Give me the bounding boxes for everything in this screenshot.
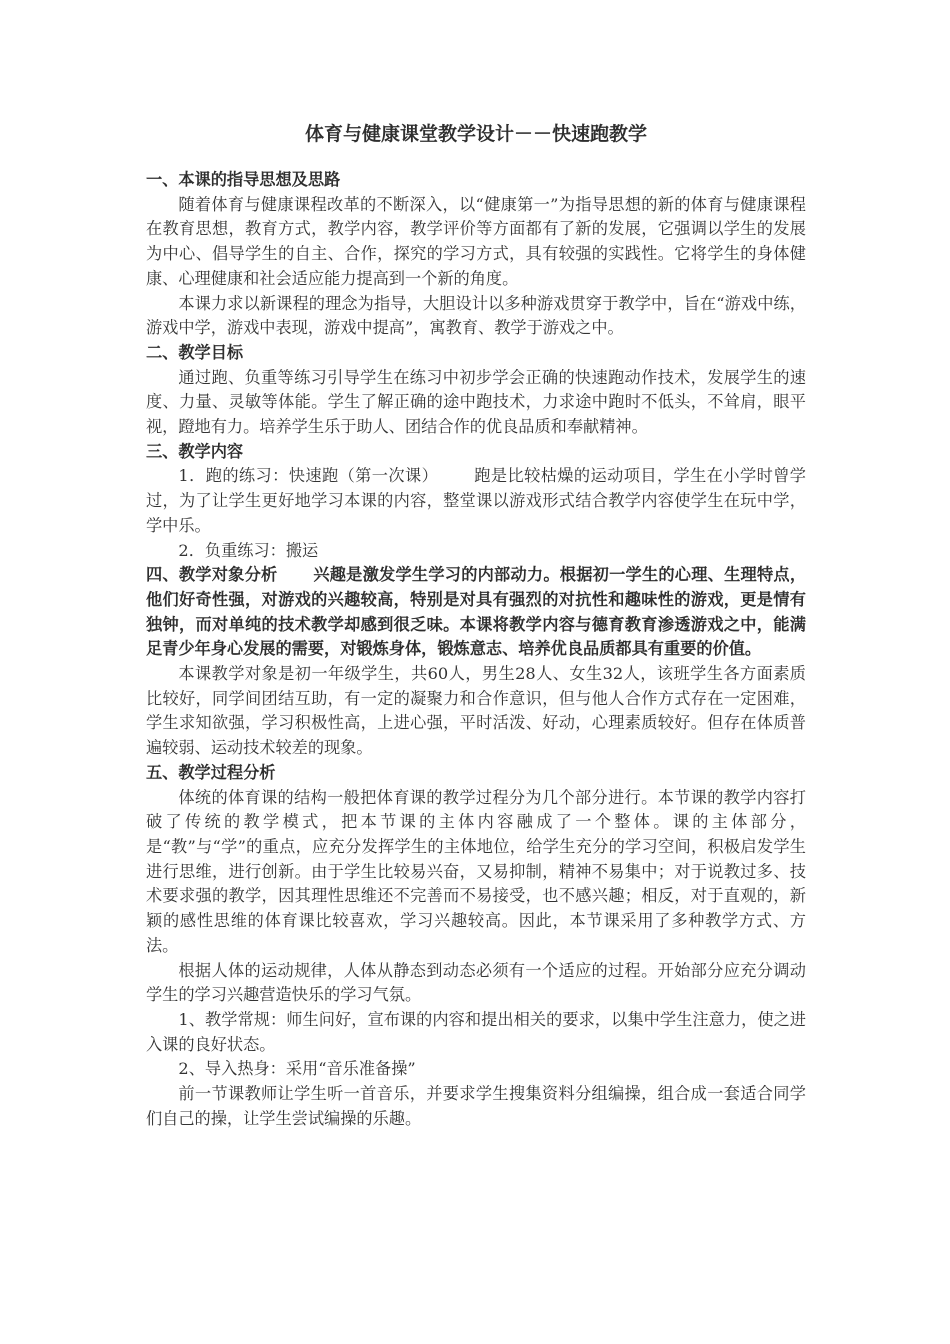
document-title: 体育与健康课堂教学设计－－快速跑教学 — [304, 123, 647, 145]
paragraph: 本课力求以新课程的理念为指导，大胆设计以多种游戏贯穿于教学中，旨在“游戏中练，游戏中学，游戏中表现，游戏中提高”，寓教育、教学于游戏之中。 — [146, 293, 806, 338]
section-heading-objectives: 二、教学目标 — [146, 342, 244, 362]
paragraph: 本课教学对象是初一年级学生，共60人，男生28人、女生32人，该班学生各方面素质比较好，同学间团结互助，有一定的凝聚力和合作意识，但与他人合作方式存在一定困难，学生求知欲强，学习积极性高，上进心强，平时活泼、好动，心理素质较好。但存在体质普遍较弱、运动技术较差的现象。 — [146, 664, 806, 758]
section-heading-guiding-thought: 一、本课的指导思想及思路 — [146, 170, 341, 189]
section-heading-content: 三、教学内容 — [146, 441, 244, 461]
paragraph: 1、教学常规：师生问好，宣布课的内容和提出相关的要求，以集中学生注意力，使之进入课的良好状态。 — [146, 1009, 806, 1054]
content-item-1 — [146, 464, 806, 538]
content-item-1-label: 1．跑的练习：快速跑（第一次课） — [178, 466, 439, 486]
paragraph: 2、导入热身：采用“音乐准备操” — [178, 1059, 416, 1079]
section-heading-audience: 四、教学对象分析 — [146, 565, 278, 585]
paragraph: 体统的体育课的结构一般把体育课的教学过程分为几个部分进行。本节课的教学内容打破了传统的教学模式，把本节课的主体内容融成了一个整体。课的主体部分，是“教”与“学”的重点，应充分发挥学生的主体地位，给学生充分的学习空间，积极启发学生进行思维，进行创新。由于学生比较易兴奋，又易抑制，精神不易集中；对于说教过多、技术要求强的教学，因其理性思维还不完善而不易接受，也不感兴趣；相反，对于直观的，新颖的感性思维的体育课比较喜欢，学习兴趣较高。因此，本节课采用了多种教学方式、方法。 — [146, 787, 806, 955]
content-item-1-text: 跑是比较枯燥的运动项目，学生在小学时曾学过，为了让学生更好地学习本课的内容，整堂课以游戏形式结合教学内容使学生在玩中学，学中乐。 — [146, 466, 806, 535]
paragraph: 随着体育与健康课程改革的不断深入，以“健康第一”为指导思想的新的体育与健康课程在教育思想，教育方式，教学内容，教学评价等方面都有了新的发展，它强调以学生的发展为中心、倡导学生的自主、合作，探究的学习方式，具有较强的实践性。它将学生的身体健康、心理健康和社会适应能力提高到一个新的角度。 — [146, 194, 806, 288]
audience-analysis-bold-text: 兴趣是激发学生学习的内部动力。根据初一学生的心理、生理特点，他们好奇性强，对游戏的兴趣较高，特别是对具有强烈的对抗性和趣味性的游戏，更是情有独钟，而对单纯的技术教学却感到很乏味。本课将教学内容与德育教育渗透游戏之中，能满足青少年身心发展的需要，对锻炼身体，锻炼意志、培养优良品质都具有重要的价值。 — [146, 565, 807, 659]
audience-analysis-paragraph — [146, 563, 806, 662]
paragraph: 前一节课教师让学生听一首音乐，并要求学生搜集资料分组编操，组合成一套适合同学们自己的操，让学生尝试编操的乐趣。 — [146, 1084, 806, 1128]
section-heading-process: 五、教学过程分析 — [146, 762, 276, 782]
paragraph: 通过跑、负重等练习引导学生在练习中初步学会正确的快速跑动作技术，发展学生的速度、力量、灵敏等体能。学生了解正确的途中跑技术，力求途中跑时不低头，不耸肩，眼平视，蹬地有力。培养学生乐于助人、团结合作的优良品质和奉献精神。 — [146, 367, 806, 437]
content-item-2: 2．负重练习：搬运 — [178, 540, 319, 560]
document-page — [146, 120, 806, 1131]
paragraph: 根据人体的运动规律，人体从静态到动态必须有一个适应的过程。开始部分应充分调动学生的学习兴趣营造快乐的学习气氛。 — [146, 960, 806, 1005]
